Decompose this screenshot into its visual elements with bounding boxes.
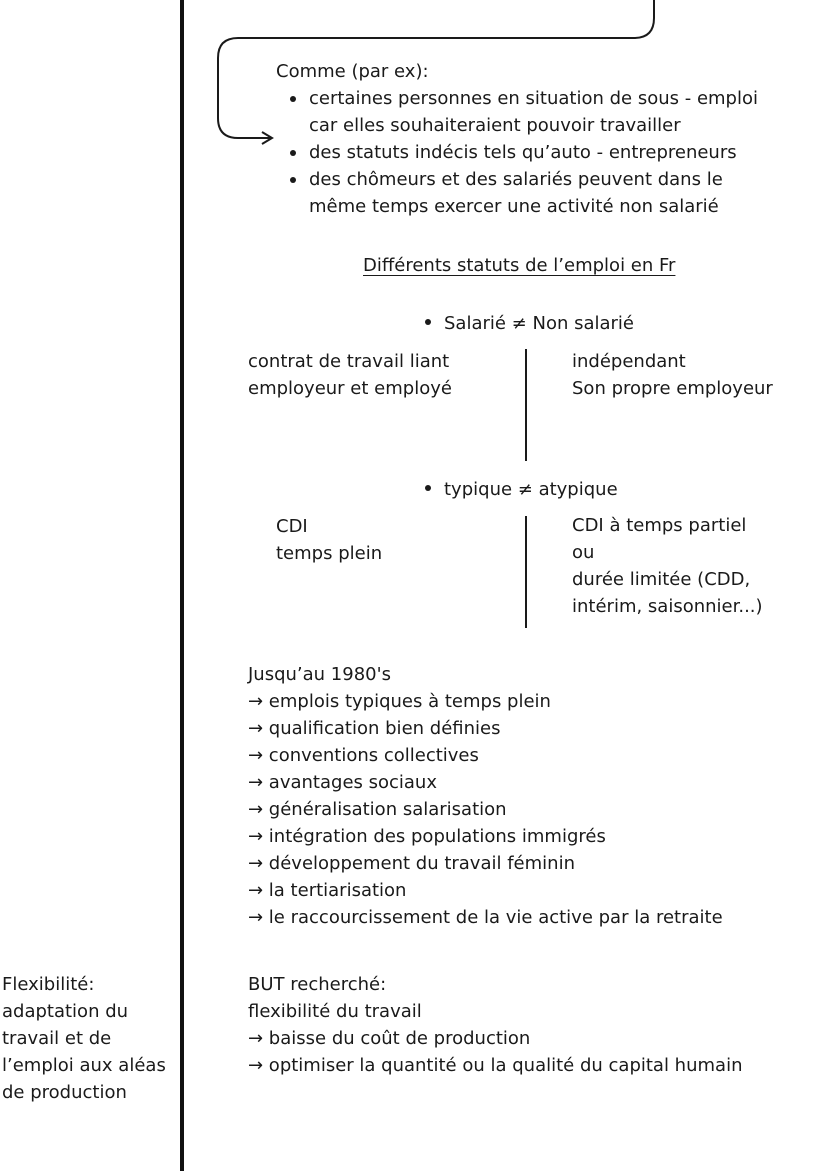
salarie-right-column: indépendant Son propre employeur: [572, 351, 773, 399]
jusqu-block: [248, 661, 723, 931]
list-item: → baisse du coût de production: [248, 1028, 531, 1049]
examples-list: [285, 85, 758, 220]
but-block: [248, 971, 742, 1079]
margin-divider-line: [180, 0, 184, 1171]
list-item: → développement du travail féminin: [248, 853, 575, 874]
list-item: → intégration des populations immigrés: [248, 826, 606, 847]
list-item: certaines personnes en situation de sous - emploi car elles souhaiteraient pouvoir travailler: [285, 85, 758, 139]
list-item: → généralisation salarisation: [248, 799, 507, 820]
list-item: → le raccourcissement de la vie active par la retraite: [248, 907, 723, 928]
typique-left-column: CDI temps plein: [276, 516, 383, 564]
list-item: → emplois typiques à temps plein: [248, 691, 551, 712]
but-subheading: flexibilité du travail: [248, 1001, 422, 1022]
salarie-heading: Salarié ≠ Non salarié: [425, 310, 634, 337]
list-item: → la tertiarisation: [248, 880, 407, 901]
list-item: → qualification bien définies: [248, 718, 501, 739]
margin-note: Flexibilité: adaptation du travail et de l’emploi aux aléas de production: [2, 974, 166, 1103]
list-item: des statuts indécis tels qu’auto - entrepreneurs: [285, 139, 758, 166]
but-heading: BUT recherché:: [248, 974, 387, 995]
salarie-left-column: contrat de travail liant employeur et employé: [248, 351, 452, 399]
list-item: → optimiser la quantité ou la qualité du capital humain: [248, 1055, 743, 1076]
examples-intro: Comme (par ex):: [276, 61, 429, 82]
jusqu-heading: Jusqu’au 1980's: [248, 664, 391, 685]
list-item: → conventions collectives: [248, 745, 479, 766]
typique-divider: [525, 516, 527, 628]
list-item: des chômeurs et des salariés peuvent dans le même temps exercer une activité non salarié: [285, 166, 758, 220]
list-item: → avantages sociaux: [248, 772, 437, 793]
section-title: Différents statuts de l’emploi en Fr: [363, 255, 676, 276]
typique-heading: typique ≠ atypique: [425, 476, 618, 503]
typique-right-column: CDI à temps partiel ou durée limitée (CDD, intérim, saisonnier...): [572, 515, 763, 617]
salarie-divider: [525, 349, 527, 461]
